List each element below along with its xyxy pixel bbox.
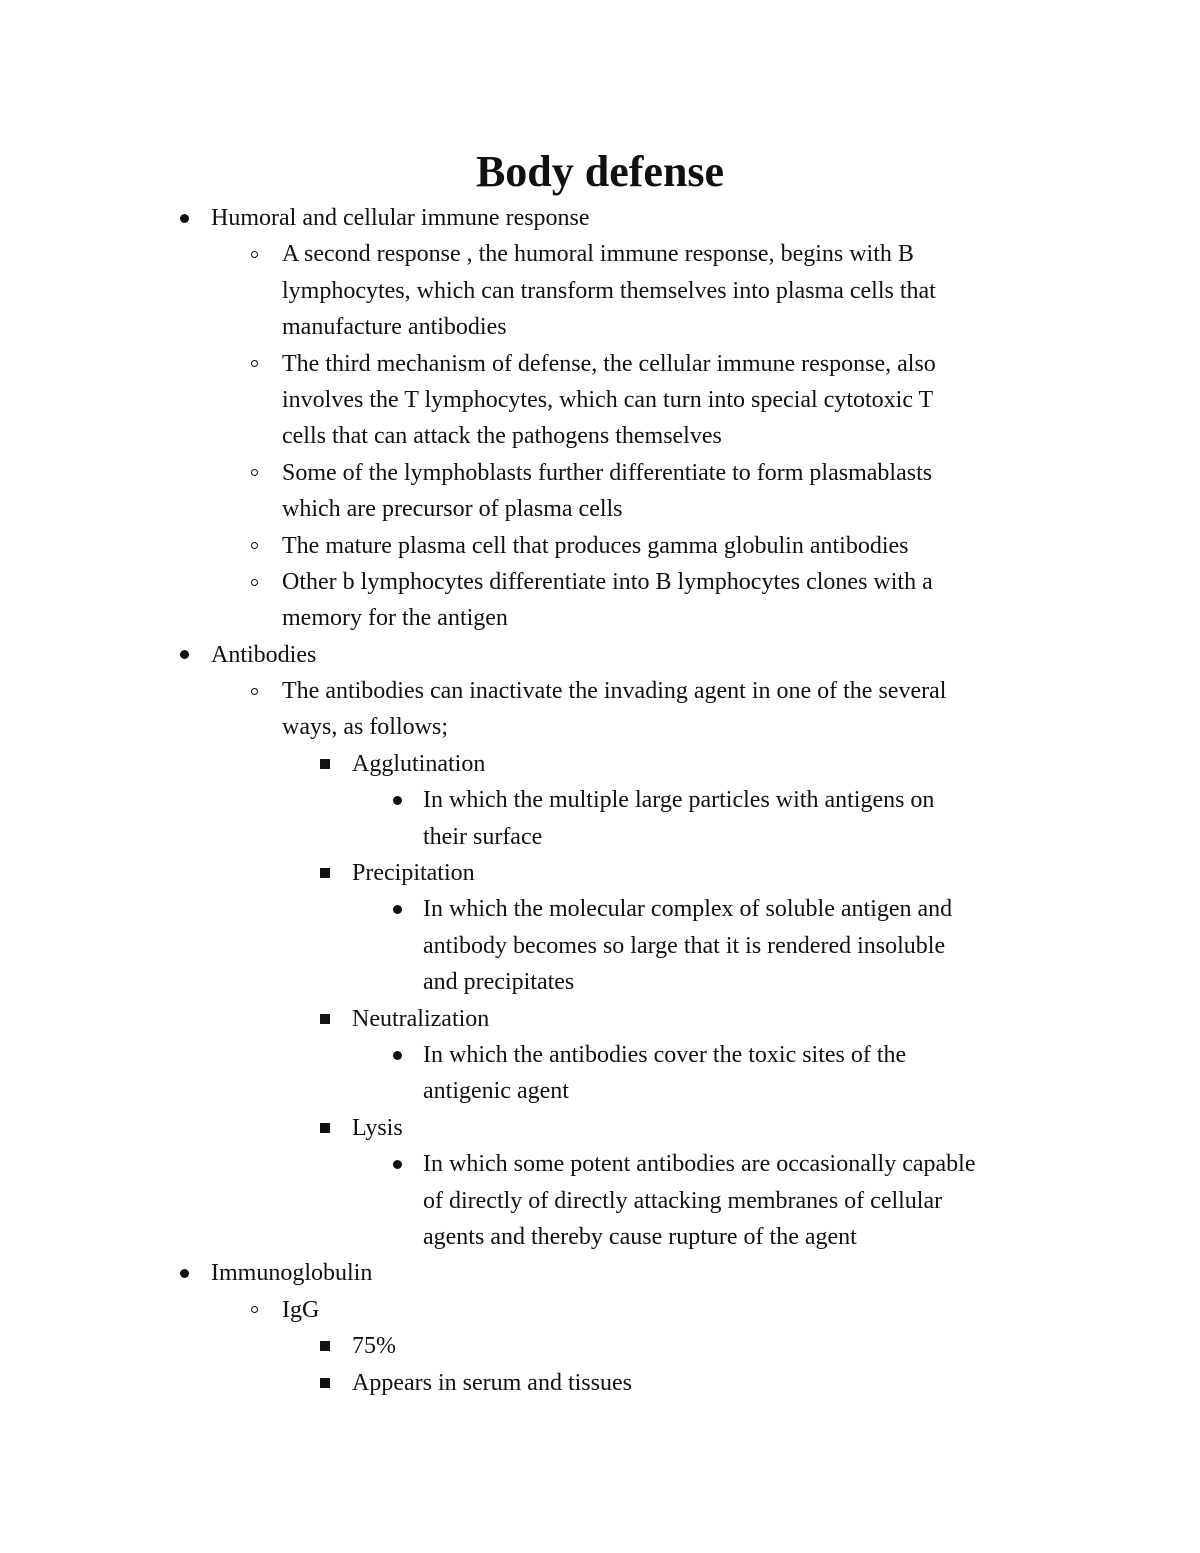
outline-text: Humoral and cellular immune response [211,205,590,231]
outline-line-level-4 [0,1037,1200,1073]
outline-text: antigenic agent [423,1078,569,1105]
bullet-marker [320,1001,330,1037]
outline-text: agents and thereby cause rupture of the agent [423,1223,857,1250]
outline-text: ways, as follows; [282,714,448,741]
outline-line-level-3 [0,1328,1200,1364]
outline-text: Appears in serum and tissues [352,1369,632,1396]
outline-text: Some of the lymphoblasts further differentiate to form plasmablasts [282,459,933,486]
disc-bullet-icon [393,796,402,805]
outline-line-level-1 [0,200,1200,236]
outline-line-level-2 [0,346,1200,382]
outline-text: Other b lymphocytes differentiate into B lymphocytes clones with a [282,568,933,595]
outline-line-level-1 [0,637,1200,673]
outline-line-level-4 [0,782,1200,818]
outline-text: cells that can attack the pathogens themselves [282,423,722,450]
outline-text: which are precursor of plasma cells [282,496,623,523]
outline-text: In which the molecular complex of soluble antigen and [423,896,953,923]
bullet-marker [320,1365,330,1401]
outline-text: Precipitation [352,860,475,887]
bullet-marker [320,746,330,782]
outline-text: Agglutination [352,750,486,777]
outline-text: The third mechanism of defense, the cellular immune response, also [282,350,936,377]
outline-line-level-4 [0,928,1200,964]
square-bullet-icon [320,1014,330,1024]
disc-bullet-icon [180,650,189,659]
outline-text: memory for the antigen [282,605,508,632]
outline-line-level-1 [0,1255,1200,1291]
outline-text: Lysis [352,1114,403,1141]
outline-line-level-3 [0,1365,1200,1401]
outline-text: 75% [352,1333,396,1360]
square-bullet-icon [320,1341,330,1351]
bullet-marker [320,1328,330,1364]
bullet-marker [251,1292,258,1328]
disc-bullet-icon [393,1051,402,1060]
outline-text: In which the multiple large particles with antigens on [423,787,935,814]
disc-bullet-icon [180,1269,189,1278]
outline-line-level-2 [0,273,1200,309]
outline-line-level-3 [0,746,1200,782]
outline-line-level-4 [0,1073,1200,1109]
disc-bullet-icon [180,214,189,223]
bullet-marker [393,1146,402,1182]
outline-line-level-4 [0,1219,1200,1255]
outline-text: A second response , the humoral immune response, begins with B [282,241,914,268]
bullet-marker [320,855,330,891]
bullet-marker [180,637,189,673]
outline-text: their surface [423,823,543,850]
outline-line-level-4 [0,891,1200,927]
outline-line-level-3 [0,1110,1200,1146]
bullet-marker [251,673,258,709]
outline-text: Immunoglobulin [211,1260,373,1287]
circle-bullet-icon [251,469,258,476]
bullet-marker [251,346,258,382]
outline-text: manufacture antibodies [282,314,507,341]
circle-bullet-icon [251,542,258,549]
outline-line-level-2 [0,236,1200,272]
outline-line-level-4 [0,1183,1200,1219]
bullet-marker [393,891,402,927]
outline-line-level-2 [0,455,1200,491]
outline-text: IgG [282,1296,320,1323]
bullet-marker [251,528,258,564]
outline-line-level-2 [0,528,1200,564]
circle-bullet-icon [251,1306,258,1313]
outline-text: In which the antibodies cover the toxic sites of the [423,1041,907,1068]
circle-bullet-icon [251,688,258,695]
outline-line-level-4 [0,964,1200,1000]
outline-line-level-2 [0,564,1200,600]
outline-line-level-2 [0,418,1200,454]
disc-bullet-icon [393,1160,402,1169]
bullet-marker [393,1037,402,1073]
circle-bullet-icon [251,360,258,367]
outline-line-level-2 [0,600,1200,636]
outline-text: of directly of directly attacking membranes of cellular [423,1187,943,1214]
outline-line-level-2 [0,382,1200,418]
outline-text: and precipitates [423,969,575,996]
page-title: Body defense [475,147,725,196]
circle-bullet-icon [251,579,258,586]
outline-text: The mature plasma cell that produces gamma globulin antibodies [282,532,909,559]
outline-line-level-4 [0,1146,1200,1182]
outline-text: Neutralization [352,1005,490,1032]
outline-line-level-2 [0,309,1200,345]
square-bullet-icon [320,868,330,878]
outline-text: involves the T lymphocytes, which can turn into special cytotoxic T [282,386,934,413]
square-bullet-icon [320,1378,330,1388]
outline-line-level-2 [0,709,1200,745]
bullet-outline [0,200,1200,1401]
outline-line-level-4 [0,819,1200,855]
bullet-marker [251,564,258,600]
outline-text: lymphocytes, which can transform themselves into plasma cells that [282,277,936,304]
outline-line-level-3 [0,1001,1200,1037]
outline-text: antibody becomes so large that it is rendered insoluble [423,932,946,959]
disc-bullet-icon [393,905,402,914]
outline-line-level-2 [0,1292,1200,1328]
bullet-marker [251,455,258,491]
bullet-marker [180,1255,189,1291]
bullet-marker [251,236,258,272]
outline-text: In which some potent antibodies are occasionally capable [423,1151,976,1178]
square-bullet-icon [320,1123,330,1133]
circle-bullet-icon [251,251,258,258]
square-bullet-icon [320,759,330,769]
outline-line-level-2 [0,673,1200,709]
outline-text: Antibodies [211,641,317,668]
bullet-marker [393,782,402,818]
bullet-marker [320,1110,330,1146]
bullet-marker [180,200,189,236]
outline-line-level-2 [0,491,1200,527]
outline-text: The antibodies can inactivate the invading agent in one of the several [282,678,947,705]
outline-line-level-3 [0,855,1200,891]
